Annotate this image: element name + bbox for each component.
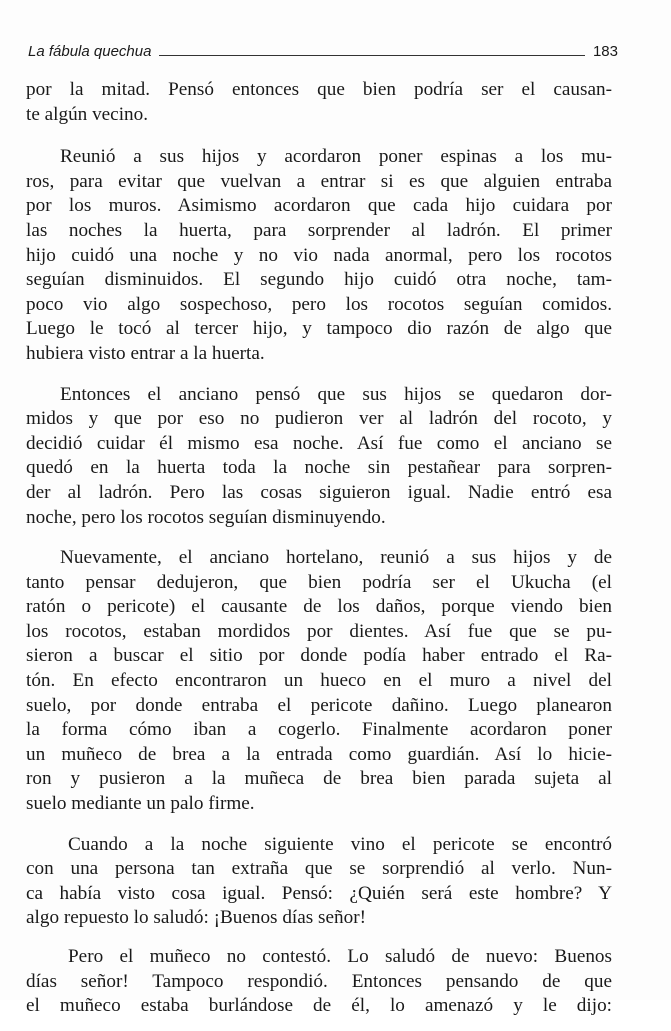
text-line: tón. En efecto encontraron un hueco en el muro a nivel del bbox=[26, 670, 612, 692]
text-line: Pero el muñeco no contestó. Lo saludó de nuevo: Buenos bbox=[68, 946, 612, 967]
paragraph bbox=[26, 145, 612, 366]
header-rule bbox=[159, 55, 585, 56]
text-line: te algún vecino. bbox=[26, 103, 149, 125]
paragraph bbox=[26, 833, 612, 931]
text-line: la forma cómo iban a cogerlo. Finalmente acordaron poner bbox=[26, 719, 612, 741]
text-line: los rocotos, estaban mordidos por dientes. Así fue que se pu- bbox=[26, 620, 612, 642]
text-line: Reunió a sus hijos y acordaron poner espinas a los mu- bbox=[60, 146, 612, 168]
text-line: decidió cuidar él mismo esa noche. Así fue como el anciano se bbox=[26, 432, 612, 454]
paragraph bbox=[26, 945, 612, 1019]
body-text bbox=[26, 78, 612, 1031]
text-line: Entonces el anciano pensó que sus hijos se quedaron dor- bbox=[60, 383, 612, 405]
paragraph bbox=[26, 78, 612, 127]
text-line: ron y pusieron a la muñeca de brea bien parada sujeta al bbox=[26, 768, 612, 790]
running-header bbox=[28, 40, 618, 60]
text-line: algo repuesto lo saludó: ¡Buenos días señor! bbox=[26, 907, 366, 929]
text-line: midos y que por eso no pudieron ver al ladrón del rocoto, y bbox=[26, 408, 612, 430]
running-title: La fábula quechua bbox=[28, 43, 152, 60]
text-line: las noches la huerta, para sorprender al ladrón. El primer bbox=[26, 219, 612, 241]
text-line: sieron a buscar el sitio por donde podía haber entrado el Ra- bbox=[26, 645, 612, 667]
text-line: Nuevamente, el anciano hortelano, reunió a sus hijos y de bbox=[60, 547, 612, 569]
text-line: con una persona tan extraña que se sorprendió al verlo. Nun- bbox=[26, 858, 612, 880]
text-line: ratón o pericote) el causante de los daños, porque viendo bien bbox=[26, 596, 612, 618]
paragraph bbox=[26, 546, 612, 817]
text-line: hijo cuidó una noche y no vio nada anormal, pero los rocotos bbox=[26, 244, 612, 266]
text-line: hubiera visto entrar a la huerta. bbox=[26, 342, 265, 364]
text-line: der al ladrón. Pero las cosas siguieron igual. Nadie entró esa bbox=[26, 481, 612, 503]
text-line: tanto pensar dedujeron, que bien podría ser el Ukucha (el bbox=[26, 571, 612, 593]
text-line: suelo, por donde entraba el pericote dañino. Luego planearon bbox=[26, 694, 612, 716]
text-line: por los muros. Asimismo acordaron que cada hijo cuidara por bbox=[26, 195, 612, 217]
text-line: ros, para evitar que vuelvan a entrar si es que alguien entraba bbox=[26, 170, 612, 192]
text-line: suelo mediante un palo firme. bbox=[26, 793, 255, 815]
text-line: poco vio algo sospechoso, pero los rocotos seguían comidos. bbox=[26, 293, 612, 315]
text-line: quedó en la huerta toda la noche sin pestañear para sorpren- bbox=[26, 457, 612, 479]
text-line: Luego le tocó al tercer hijo, y tampoco dio razón de algo que bbox=[26, 318, 612, 340]
text-line: ca había visto cosa igual. Pensó: ¿Quién será este hombre? Y bbox=[26, 882, 612, 904]
text-line: noche, pero los rocotos seguían disminuyendo. bbox=[26, 506, 386, 528]
text-line: seguían disminuidos. El segundo hijo cuidó otra noche, tam- bbox=[26, 269, 612, 291]
page-number: 183 bbox=[592, 43, 618, 60]
text-line: el muñeco estaba burlándose de él, lo amenazó y le dijo: bbox=[26, 995, 612, 1017]
paragraph bbox=[26, 383, 612, 531]
text-line: días señor! Tampoco respondió. Entonces pensando de que bbox=[26, 970, 612, 992]
text-line: por la mitad. Pensó entonces que bien podría ser el causan- bbox=[26, 79, 612, 100]
text-line: Cuando a la noche siguiente vino el pericote se encontró bbox=[68, 833, 612, 855]
text-line: un muñeco de brea a la entrada como guardián. Así lo hicie- bbox=[26, 743, 612, 765]
